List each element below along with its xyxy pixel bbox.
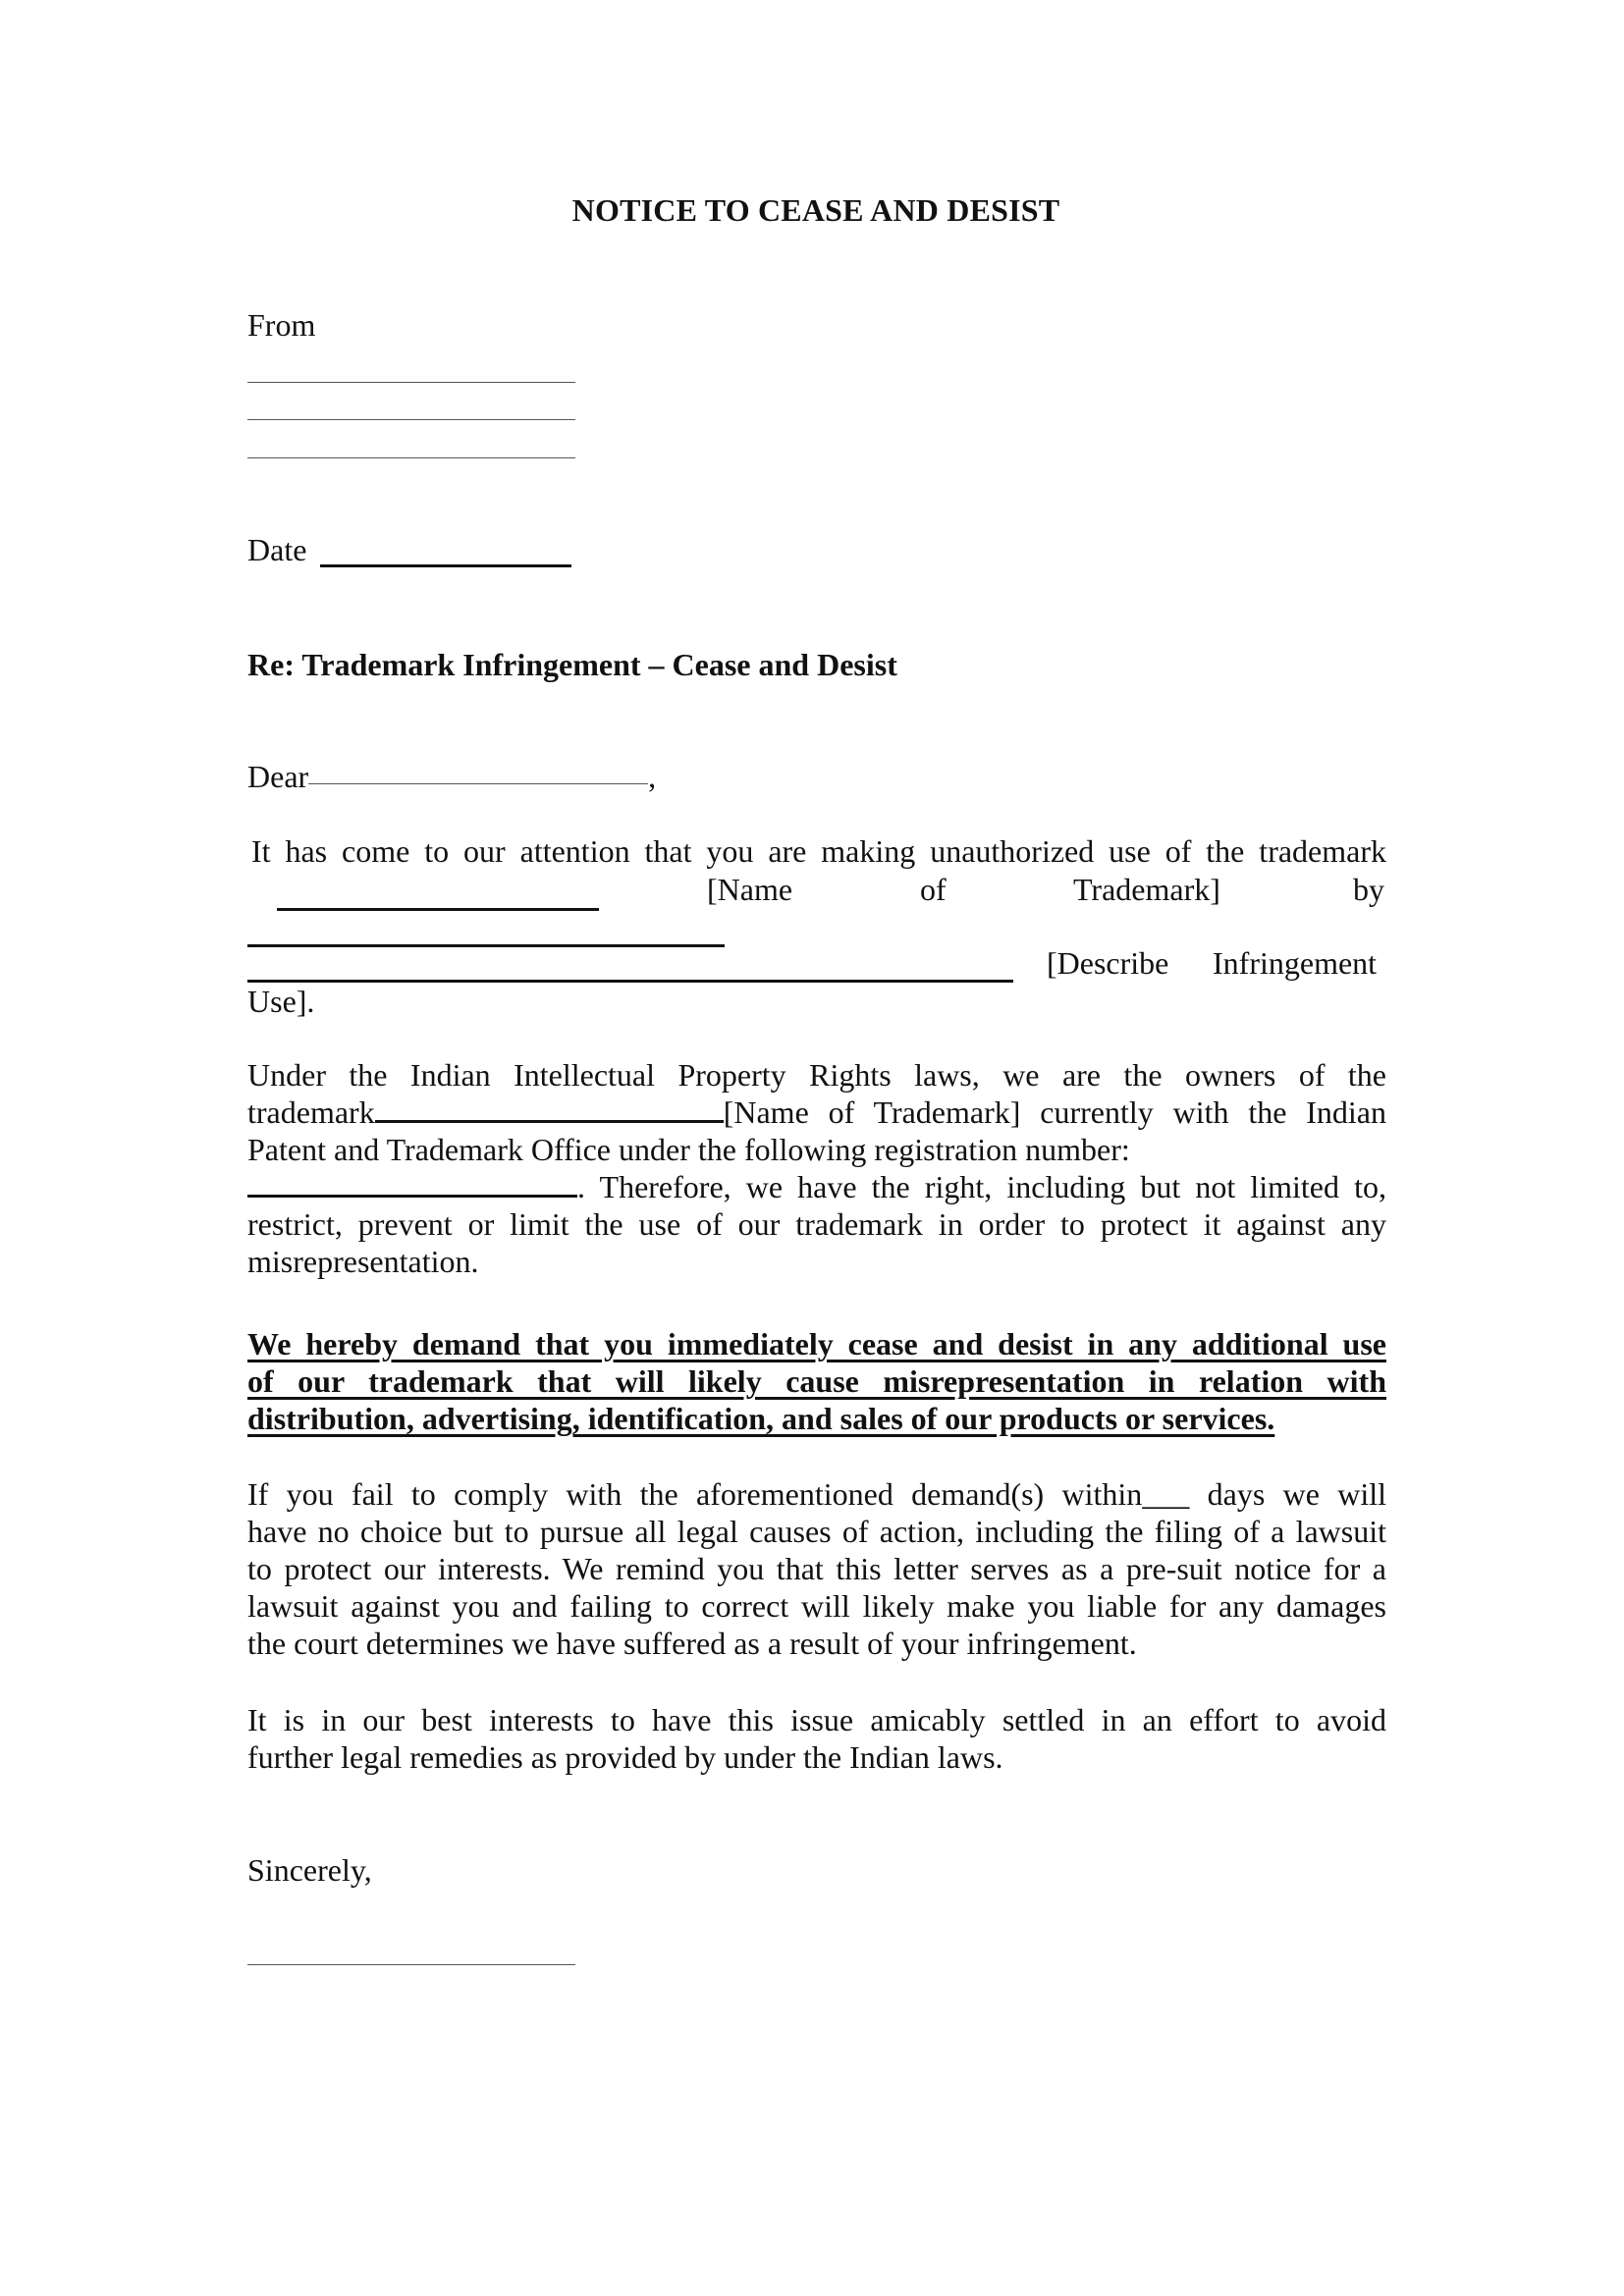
para3-line1-start: If you fail to comply with the aforementioned demand(s) within (247, 1476, 1143, 1512)
recipient-blank (308, 783, 648, 784)
para3-line1 (247, 1475, 1386, 1513)
demand-line2: of our trademark that will likely cause misrepresentation in relation with (247, 1363, 1386, 1399)
para2-trademark-word: trademark (247, 1095, 375, 1130)
para2-line3: Patent and Trademark Office under the following registration number: (247, 1132, 1130, 1167)
para1-line1: It has come to our attention that you are making unauthorized use of the trademark (251, 833, 1386, 869)
para2-line5: restrict, prevent or limit the use of our trademark in order to protect it against any (247, 1206, 1386, 1242)
demand-line3: distribution, advertising, identification, and sales of our products or services. (247, 1401, 1275, 1436)
from-line-3 (247, 457, 575, 458)
salutation-prefix: Dear (247, 759, 309, 794)
para1-use-word: Use]. (247, 984, 315, 1019)
date-label: Date (247, 532, 307, 567)
para4-line2: further legal remedies as provided by under the Indian laws. (247, 1739, 1003, 1775)
demand-line1: We hereby demand that you immediately cease and desist in any additional use (247, 1326, 1386, 1362)
document-title: NOTICE TO CEASE AND DESIST (571, 192, 1060, 228)
subject-line: Re: Trademark Infringement – Cease and Desist (247, 647, 897, 682)
para2-line6: misrepresentation. (247, 1244, 479, 1279)
para1-name-word: [Name (707, 872, 793, 907)
para3-line4: lawsuit against you and failing to correct will likely make you liable for any damages (247, 1588, 1386, 1624)
from-line-2 (247, 419, 575, 420)
trademark-name-blank-2 (375, 1095, 724, 1123)
para4-line1: It is in our best interests to have this issue amicably settled in an effort to avoid (247, 1702, 1386, 1737)
para3-line3: to protect our interests. We remind you that this letter serves as a pre-suit notice for a (247, 1551, 1386, 1586)
trademark-name-blank-1 (277, 908, 599, 911)
date-blank (320, 564, 571, 567)
salutation (247, 758, 656, 795)
infringer-blank-2 (247, 980, 1013, 983)
infringer-blank-1 (247, 944, 725, 947)
salutation-suffix: , (648, 759, 657, 794)
para2-line1: Under the Indian Intellectual Property Rights laws, we are the owners of the (247, 1057, 1386, 1093)
para3-line2: have no choice but to pursue all legal causes of action, including the filing of a lawsuit (247, 1514, 1386, 1549)
from-label: From (247, 307, 316, 343)
para1-describe-word: [Describe (1047, 945, 1169, 981)
days-blank: ___ (1142, 1476, 1190, 1512)
para1-trademark-word: Trademark] (1073, 872, 1220, 907)
para3-line5: the court determines we have suffered as a result of your infringement. (247, 1626, 1137, 1661)
registration-number-blank (247, 1169, 577, 1198)
closing: Sincerely, (247, 1852, 372, 1888)
para2-line4 (247, 1168, 1386, 1205)
para3-line1-end: days we will (1189, 1476, 1387, 1512)
para1-of-word: of (920, 872, 947, 907)
signature-line (247, 1964, 575, 1965)
para1-infringement-word: Infringement (1213, 945, 1378, 981)
para2-line2 (247, 1094, 1386, 1131)
para1-by-word: by (1353, 872, 1384, 907)
from-line-1 (247, 382, 575, 383)
para2-line2-rest: [Name of Trademark] currently with the Indian (723, 1095, 1386, 1130)
para2-line4-rest: . Therefore, we have the right, including but not limited to, (577, 1169, 1386, 1204)
